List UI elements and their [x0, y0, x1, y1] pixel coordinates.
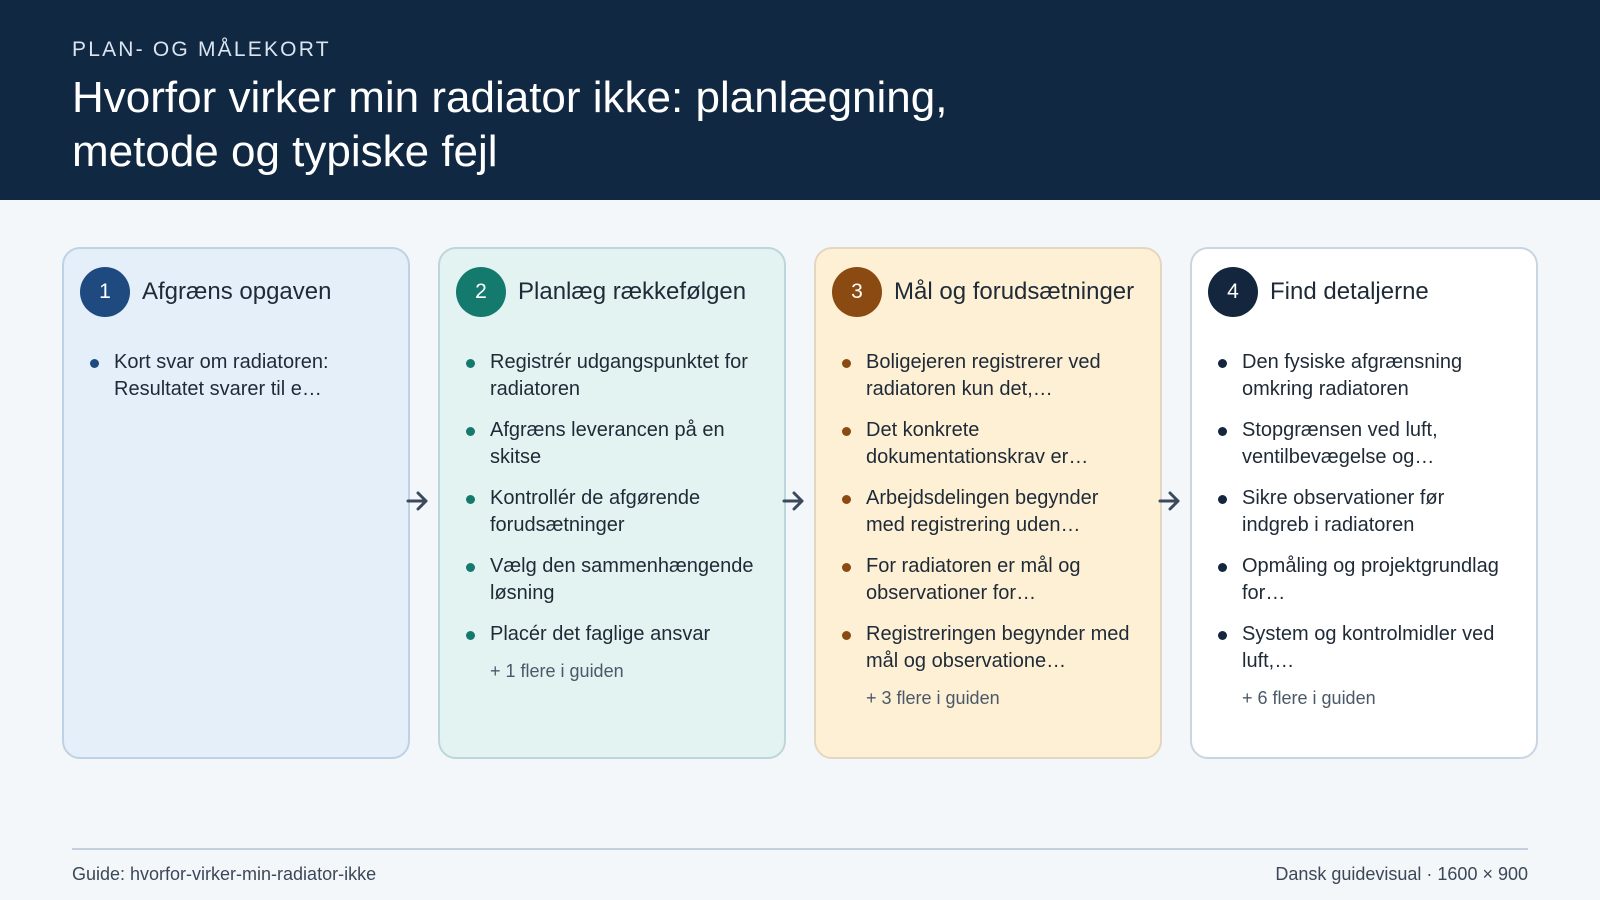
step-card-header [456, 267, 766, 317]
list-item: Arbejdsdelingen begynder med registrering uden… [866, 485, 1142, 539]
page-title: Hvorfor virker min radiator ikke: planlægning, metode og typiske fejl [72, 73, 948, 176]
step-card-1 [62, 247, 410, 759]
page-header [0, 0, 1600, 200]
step-card-header [1208, 267, 1518, 317]
list-item: Registreringen begynder med mål og observatione… [866, 621, 1142, 675]
footer-divider [72, 848, 1528, 850]
list-item: Vælg den sammenhængende løsning [490, 553, 766, 607]
more-in-guide-link: + 6 flere i guiden [1242, 688, 1376, 708]
step-title: Afgræns opgaven [142, 278, 332, 305]
list-item: Den fysiske afgrænsning omkring radiatoren [1242, 349, 1518, 403]
list-item: Sikre observationer før indgreb i radiatoren [1242, 485, 1518, 539]
process-flow [62, 247, 1538, 759]
more-in-guide-link: + 3 flere i guiden [866, 688, 1000, 708]
list-item: System og kontrolmidler ved luft,… [1242, 621, 1518, 675]
step-item-list [1208, 349, 1518, 675]
step-card-2 [438, 247, 786, 759]
list-item: Placér det faglige ansvar [490, 621, 766, 648]
more-in-guide-link: + 1 flere i guiden [490, 661, 624, 681]
arrow-right-icon [1156, 487, 1184, 515]
list-item: Kontrollér de afgørende forudsætninger [490, 485, 766, 539]
eyebrow: PLAN- OG MÅLEKORT [72, 38, 331, 61]
step-item-list [80, 349, 390, 403]
step-number-badge: 4 [1208, 267, 1258, 317]
arrow-right-icon [780, 487, 808, 515]
list-item: For radiatoren er mål og observationer for… [866, 553, 1142, 607]
step-number-badge: 2 [456, 267, 506, 317]
list-item: Afgræns leverancen på en skitse [490, 417, 766, 471]
step-card-header [80, 267, 390, 317]
list-item: Kort svar om radiatoren: Resultatet svarer til e… [114, 349, 390, 403]
list-item: Registrér udgangspunktet for radiatoren [490, 349, 766, 403]
list-item: Boligejeren registrerer ved radiatoren kun det,… [866, 349, 1142, 403]
list-item: Opmåling og projektgrundlag for… [1242, 553, 1518, 607]
step-card-4 [1190, 247, 1538, 759]
step-item-list [832, 349, 1142, 675]
step-number-badge: 1 [80, 267, 130, 317]
footer-meta: Dansk guidevisual · 1600 × 900 [1275, 864, 1528, 884]
step-number-badge: 3 [832, 267, 882, 317]
step-title: Mål og forudsætninger [894, 278, 1135, 305]
step-card-header [832, 267, 1142, 317]
step-title: Find detaljerne [1270, 278, 1429, 305]
arrow-right-icon [404, 487, 432, 515]
step-title: Planlæg rækkefølgen [518, 278, 747, 305]
step-card-3 [814, 247, 1162, 759]
footer-guide-slug: Guide: hvorfor-virker-min-radiator-ikke [72, 864, 377, 884]
list-item: Det konkrete dokumentationskrav er… [866, 417, 1142, 471]
list-item: Stopgrænsen ved luft, ventilbevægelse og… [1242, 417, 1518, 471]
step-item-list [456, 349, 766, 648]
